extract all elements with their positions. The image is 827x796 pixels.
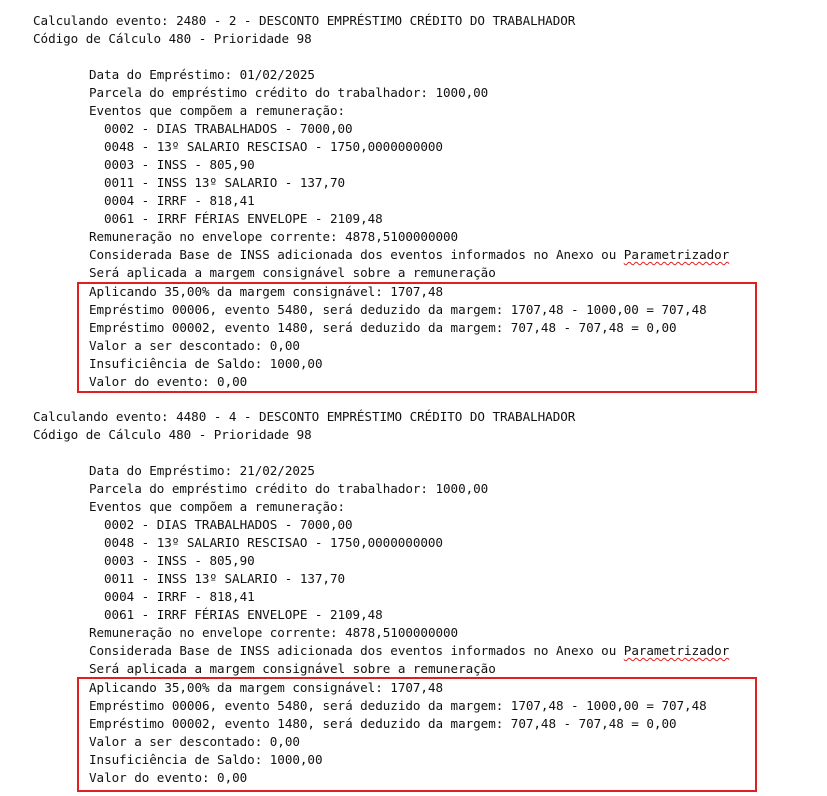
events-title: Eventos que compõem a remuneração: bbox=[89, 499, 346, 514]
inss-base-note bbox=[89, 642, 729, 660]
installment-line: Parcela do empréstimo crédito do trabalhador: 1000,00 bbox=[89, 85, 489, 100]
calc-event-header: Calculando evento: 4480 - 4 - DESCONTO EMPRÉSTIMO CRÉDITO DO TRABALHADOR bbox=[33, 409, 576, 424]
highlighted-line: Aplicando 35,00% da margem consignável: 1707,48 bbox=[89, 680, 444, 695]
envelope-remuneration: Remuneração no envelope corrente: 4878,5100000000 bbox=[89, 625, 459, 640]
event-item: 0002 - DIAS TRABALHADOS - 7000,00 bbox=[104, 121, 353, 136]
calc-event-header: Calculando evento: 2480 - 2 - DESCONTO EMPRÉSTIMO CRÉDITO DO TRABALHADOR bbox=[33, 13, 576, 28]
spellcheck-word: Parametrizador bbox=[623, 247, 730, 262]
loan-date: Data do Empréstimo: 01/02/2025 bbox=[89, 67, 315, 82]
highlighted-line: Empréstimo 00006, evento 5480, será deduzido da margem: 1707,48 - 1000,00 = 707,48 bbox=[89, 698, 707, 713]
event-item: 0002 - DIAS TRABALHADOS - 7000,00 bbox=[104, 517, 353, 532]
event-item: 0004 - IRRF - 818,41 bbox=[104, 589, 255, 604]
events-title: Eventos que compõem a remuneração: bbox=[89, 103, 346, 118]
highlighted-line: Empréstimo 00006, evento 5480, será deduzido da margem: 1707,48 - 1000,00 = 707,48 bbox=[89, 302, 707, 317]
highlighted-line: Valor do evento: 0,00 bbox=[89, 770, 248, 785]
event-item: 0011 - INSS 13º SALARIO - 137,70 bbox=[104, 175, 346, 190]
highlighted-line: Insuficiência de Saldo: 1000,00 bbox=[89, 356, 323, 371]
event-item: 0004 - IRRF - 818,41 bbox=[104, 193, 255, 208]
calc-code-subheader: Código de Cálculo 480 - Prioridade 98 bbox=[33, 31, 312, 46]
highlighted-line: Insuficiência de Saldo: 1000,00 bbox=[89, 752, 323, 767]
highlighted-line: Aplicando 35,00% da margem consignável: 1707,48 bbox=[89, 284, 444, 299]
highlighted-line: Empréstimo 00002, evento 1480, será deduzido da margem: 707,48 - 707,48 = 0,00 bbox=[89, 320, 677, 335]
installment-line: Parcela do empréstimo crédito do trabalhador: 1000,00 bbox=[89, 481, 489, 496]
event-item: 0003 - INSS - 805,90 bbox=[104, 553, 255, 568]
inss-base-text: Considerada Base de INSS adicionada dos eventos informados no Anexo ou bbox=[89, 643, 624, 658]
event-item: 0003 - INSS - 805,90 bbox=[104, 157, 255, 172]
event-item: 0061 - IRRF FÉRIAS ENVELOPE - 2109,48 bbox=[104, 211, 383, 226]
loan-date: Data do Empréstimo: 21/02/2025 bbox=[89, 463, 315, 478]
event-item: 0048 - 13º SALARIO RESCISAO - 1750,0000000000 bbox=[104, 139, 443, 154]
margin-note: Será aplicada a margem consignável sobre a remuneração bbox=[89, 265, 496, 280]
event-item: 0061 - IRRF FÉRIAS ENVELOPE - 2109,48 bbox=[104, 607, 383, 622]
event-item: 0011 - INSS 13º SALARIO - 137,70 bbox=[104, 571, 346, 586]
margin-note: Será aplicada a margem consignável sobre a remuneração bbox=[89, 661, 496, 676]
inss-base-text: Considerada Base de INSS adicionada dos eventos informados no Anexo ou bbox=[89, 247, 624, 262]
calc-code-subheader: Código de Cálculo 480 - Prioridade 98 bbox=[33, 427, 312, 442]
highlighted-line: Valor a ser descontado: 0,00 bbox=[89, 734, 300, 749]
spellcheck-word: Parametrizador bbox=[623, 643, 730, 658]
envelope-remuneration: Remuneração no envelope corrente: 4878,5100000000 bbox=[89, 229, 459, 244]
inss-base-note bbox=[89, 246, 729, 264]
highlighted-line: Valor a ser descontado: 0,00 bbox=[89, 338, 300, 353]
highlighted-line: Valor do evento: 0,00 bbox=[89, 374, 248, 389]
highlighted-line: Empréstimo 00002, evento 1480, será deduzido da margem: 707,48 - 707,48 = 0,00 bbox=[89, 716, 677, 731]
event-item: 0048 - 13º SALARIO RESCISAO - 1750,0000000000 bbox=[104, 535, 443, 550]
